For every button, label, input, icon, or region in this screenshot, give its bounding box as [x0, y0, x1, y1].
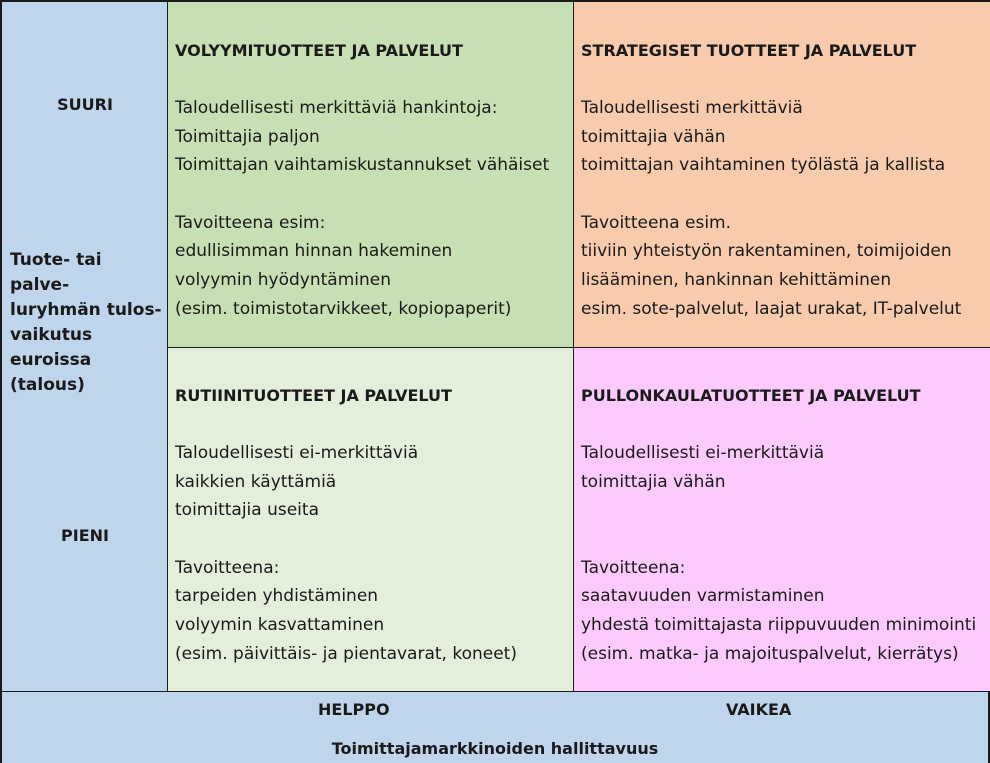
quadrant-line: (esim. toimistotarvikkeet, kopiopaperit)	[175, 298, 512, 319]
quadrant-line: toimittajan vaihtaminen työlästä ja kallista	[581, 155, 946, 176]
quadrant-line: (esim. matka- ja majoituspalvelut, kierrätys)	[581, 643, 959, 664]
quadrant-line: Taloudellisesti merkittäviä hankintoja:	[175, 98, 498, 118]
quadrant-line: volyymin hyödyntäminen	[175, 270, 392, 291]
quadrant-strategic	[574, 2, 990, 348]
quadrant-line: lisääminen, hankinnan kehittäminen	[581, 270, 892, 291]
quadrant-title: PULLONKAULATUOTTEET JA PALVELUT	[581, 386, 921, 405]
quadrant-line: tiiviin yhteistyön rakentaminen, toimijoiden	[581, 241, 952, 262]
quadrant-line	[581, 496, 986, 525]
quadrant-routine	[168, 348, 574, 692]
quadrant-line: Taloudellisesti ei-merkittäviä	[175, 443, 419, 463]
x-axis-left-label: HELPPO	[318, 700, 390, 719]
y-axis-title-line: Tuote- tai palve-	[10, 250, 102, 295]
quadrant-line: toimittajia vähän	[581, 126, 726, 147]
y-axis-title-line: (talous)	[10, 375, 85, 395]
quadrant-line: Toimittajan vaihtamiskustannukset vähäiset	[175, 155, 550, 176]
quadrant-line: volyymin kasvattaminen	[175, 615, 385, 636]
quadrant-line: toimittajia vähän	[581, 471, 726, 492]
quadrant-line: Tavoitteena esim.	[581, 212, 732, 233]
quadrant-line: (esim. päivittäis- ja pientavarat, koneet)	[175, 643, 517, 664]
y-axis-low-label: PIENI	[61, 526, 109, 545]
quadrant-line: edullisimman hinnan hakeminen	[175, 241, 453, 262]
quadrant-line: toimittajia useita	[175, 500, 319, 521]
x-axis-row	[2, 692, 988, 763]
y-axis-title-line: vaikutus euroissa	[10, 325, 93, 370]
quadrant-line: kaikkien käyttämiä	[175, 471, 337, 492]
quadrant-title: RUTIINITUOTTEET JA PALVELUT	[175, 386, 452, 405]
quadrant-line: yhdestä toimittajasta riippuvuuden minimointi	[581, 615, 977, 636]
quadrant-bottleneck	[574, 348, 990, 692]
quadrant-line: Taloudellisesti ei-merkittäviä	[581, 443, 825, 463]
x-axis-right-label: VAIKEA	[726, 700, 792, 719]
quadrant-line: Tavoitteena esim:	[175, 212, 326, 233]
quadrant-line: tarpeiden yhdistäminen	[175, 586, 379, 607]
quadrant-volume	[168, 2, 574, 348]
quadrant-title: VOLYYMITUOTTEET JA PALVELUT	[175, 41, 463, 60]
quadrant-line: Tavoitteena:	[175, 557, 280, 578]
y-axis-column	[2, 2, 168, 692]
x-axis-title: Toimittajamarkkinoiden hallittavuus	[331, 739, 659, 758]
quadrant-line: Tavoitteena:	[581, 557, 686, 578]
y-axis-high-label: SUURI	[57, 95, 113, 114]
quadrant-line: esim. sote-palvelut, laajat urakat, IT-palvelut	[581, 298, 962, 319]
quadrant-line: Toimittajia paljon	[175, 126, 320, 147]
quadrant-line: Taloudellisesti merkittäviä	[581, 98, 803, 118]
y-axis-title-line: luryhmän tulos-	[10, 300, 162, 320]
y-axis-title	[10, 248, 166, 398]
quadrant-line: saatavuuden varmistaminen	[581, 586, 825, 607]
quadrant-title: STRATEGISET TUOTTEET JA PALVELUT	[581, 41, 917, 60]
